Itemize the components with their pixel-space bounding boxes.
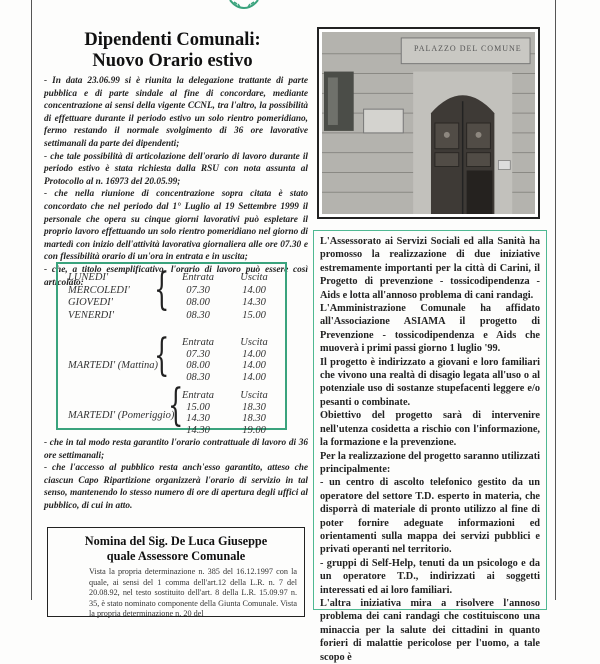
brace-icon: {	[154, 264, 170, 315]
paragraph: L'Assessorato ai Servizi Sociali ed alla Sanità ha promosso la realizzazione di due iniziative estremamente importanti per la città di Carini, il Progetto di prevenzione - tossicodipendenza - Aids e lotta all'annoso problema di cani randagi.	[320, 236, 540, 301]
page-left-rule	[31, 0, 32, 600]
article-servizi-sociali	[313, 230, 547, 663]
paragraph: - gruppi di Self-Help, tenuti da un psicologo e da un operatore T.D., indirizzati ai soggetti interessati ed ai loro familiari.	[320, 557, 540, 596]
paragraph: L'altra iniziativa mira a risolvere l'annoso problema dei cani randagi che costituiscono una minaccia per la salute dei cittadini in quanto forieri di malattie pericolose per l'uomo, a tale scopo è	[320, 597, 540, 663]
article-title-nomina: Nomina del Sig. De Luca Giuseppe quale Assessore Comunale	[84, 534, 268, 563]
article-closing-orario	[44, 437, 308, 513]
brace-icon: {	[168, 380, 184, 431]
paragraph: - un centro di ascolto telefonico gestito da un operatore del settore T.D. esperto in materia, che disporrà di materiale di pronto utilizzo al fine di poter fornire adeguate informazioni ed orientamenti sulla mappa dei servizi pubblici e privati operanti nel territorio.	[320, 477, 540, 556]
day-martedi-pomeriggio: MARTEDI' (Pomeriggio)	[68, 410, 175, 421]
day-martedi-mattina: MARTEDI' (Mattina)	[68, 360, 159, 371]
photo-palazzo-comune	[322, 32, 535, 214]
article-body-orario	[44, 75, 308, 289]
title-line-1: Dipendenti Comunali:	[84, 30, 261, 50]
laurel-emblem-icon	[226, 0, 262, 10]
paragraph: - In data 23.06.99 si è riunita la delegazione trattante di parte pubblica e di parte sindale al fine di concordare, mediante concentrazione ai sensi della vigente CCNL, tra l'altro, la possibilità di effettuare durante il periodo estivo un solo rientro pomeridiano, fermo restando il normale svolgimento di 36 ore lavorative settimanali da parte dei dipendenti;	[44, 76, 308, 149]
paragraph: Obiettivo del progetto sarà di intervenire nell'utenza cosidetta a rischio con l'informazione, la formazione e la prevenzione.	[320, 410, 540, 449]
paragraph: Per la realizzazione del progetto saranno utilizzati principalmente:	[320, 450, 540, 475]
paragraph: - che in tal modo resta garantito l'orario contrattuale di lavoro di 36 ore settimanali;	[44, 438, 308, 461]
article-nomina-assessore	[47, 527, 305, 617]
page-right-rule	[555, 0, 556, 600]
building-inscription: PALAZZO DEL COMUNE	[414, 44, 522, 53]
paragraph: - che tale possibilità di articolazione dell'orario di lavoro durante il periodo estivo è stata richiesta dalla RSU con nota assunta al Protocollo al n. 16973 del 20.05.99;	[44, 151, 308, 187]
paragraph: Il progetto è indirizzato a giovani e loro familiari che vivono una realtà di disagio legata all'uso o al potenziale uso di sostanze stupefacenti leggere e/o pesanti o combinate.	[320, 356, 540, 408]
days-weekdays: LUNEDI' MERCOLEDI' GIOVEDI' VENERDI'	[68, 272, 130, 321]
building-facade-image	[322, 32, 535, 214]
article-body-nomina: Vista la propria determinazione n. 385 del 16.12.1997 con la quale, ai sensi del 1 comma dell'art.12 della L.R. n. 7 del 20.08.92, nel testo sostituito dell'art. 8 della L.R. 15.09.97 n. 35, è stato nominato componente della Giunta Comunale. Vista la propria determinazione n. 20 del	[89, 567, 297, 618]
brace-icon: {	[154, 330, 170, 381]
article-title-orario	[40, 30, 305, 72]
paragraph: - che l'accesso al pubblico resta anch'esso garantito, atteso che ciascun Capo Ripartizione organizzerà l'orario di servizio in tal senso, mantenendo lo stesso numero di ore di apertura degli uffici al pubblico, di cui in atto.	[44, 463, 308, 511]
photo-frame	[317, 27, 540, 219]
paragraph: - che, a titolo esemplificativo, l'orario di lavoro può essere così articolato:	[44, 264, 308, 288]
paragraph: - che nella riunione di concentrazione sopra citata è stato concordato che nel periodo dal 1° Luglio al 19 Settembre 1999 il personale che opera su cinque giorni lavorativi può espletare il proprio lavoro effettuando un solo rientro pomeridiano nel giorno di martedì con inizio dell'attività lavorativa giornaliera alle ore 07.30 e con flessibilità orario di un'ora in entrata e in uscita;	[44, 189, 308, 263]
title-line-2: Nuovo Orario estivo	[92, 51, 253, 71]
paragraph: L'Amministrazione Comunale ha affidato all'Associazione ASIAMA il progetto di Prevenzione - tossicodipendenza e Aids che muoverà i primi passi giorno 1 luglio '99.	[320, 303, 540, 355]
schedule-table: LUNEDI' MERCOLEDI' GIOVEDI' VENERDI' { Entrata Uscita 07.30 14.00 08.00 14.30 08.30 15.00 MARTEDI' (Mattina) { Entrata Uscita 07.30 14.00 08.00 14.00 08.30 14.00 MARTEDI' (Pomeriggio) { Entrata Uscita 15.00 18.30 14.30 18.30 14.30 19.00	[56, 262, 287, 430]
